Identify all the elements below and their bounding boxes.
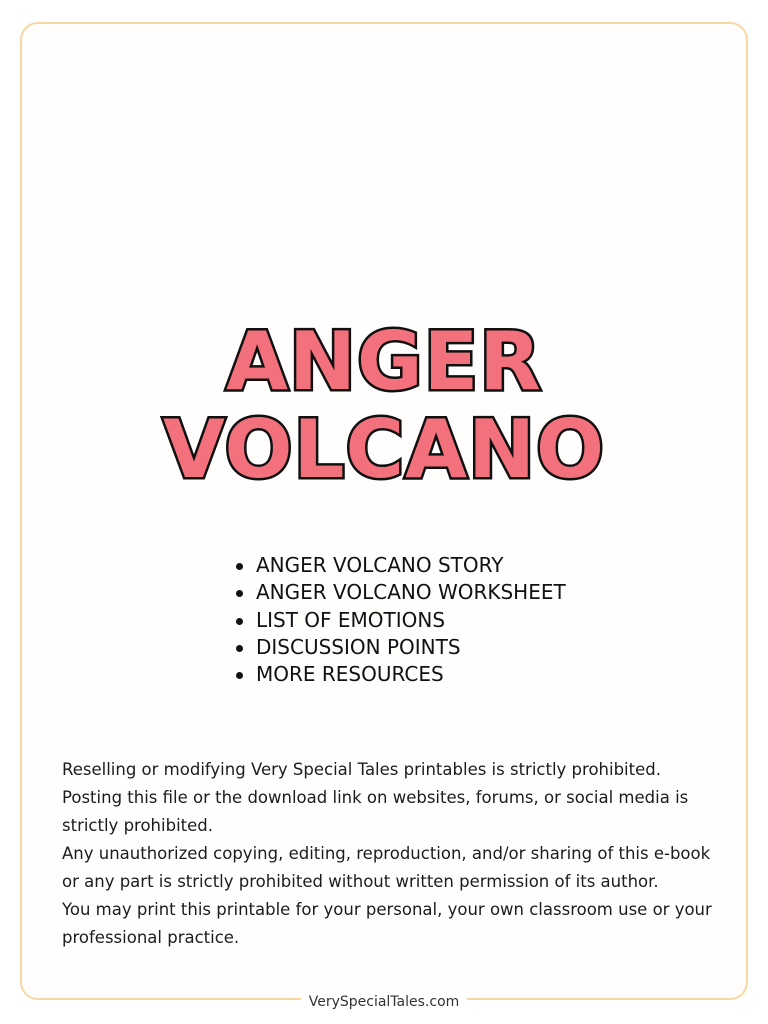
notice-paragraph: Reselling or modifying Very Special Tales printables is strictly prohibited. [62, 760, 661, 779]
notice-paragraph: Any unauthorized copying, editing, reproduction, and/or sharing of this e-book or any part is strictly prohibited without written permission of its author. [62, 844, 711, 891]
contents-item: ANGER VOLCANO WORKSHEET [234, 579, 566, 606]
contents-item: DISCUSSION POINTS [234, 634, 566, 661]
notice-paragraph: You may print this printable for your personal, your own classroom use or your professional practice. [62, 900, 712, 947]
page-title [0, 315, 768, 496]
notice-paragraph: Posting this file or the download link on websites, forums, or social media is strictly prohibited. [62, 788, 689, 835]
contents-list [234, 552, 566, 688]
copyright-notice [62, 756, 712, 952]
contents-item: ANGER VOLCANO STORY [234, 552, 566, 579]
title-line-1: ANGER [226, 315, 542, 408]
footer-site-link[interactable]: VerySpecialTales.com [301, 990, 468, 1014]
contents-item: LIST OF EMOTIONS [234, 607, 566, 634]
contents-item: MORE RESOURCES [234, 661, 566, 688]
title-line-2: VOLCANO [162, 403, 606, 496]
footer [0, 990, 768, 1014]
